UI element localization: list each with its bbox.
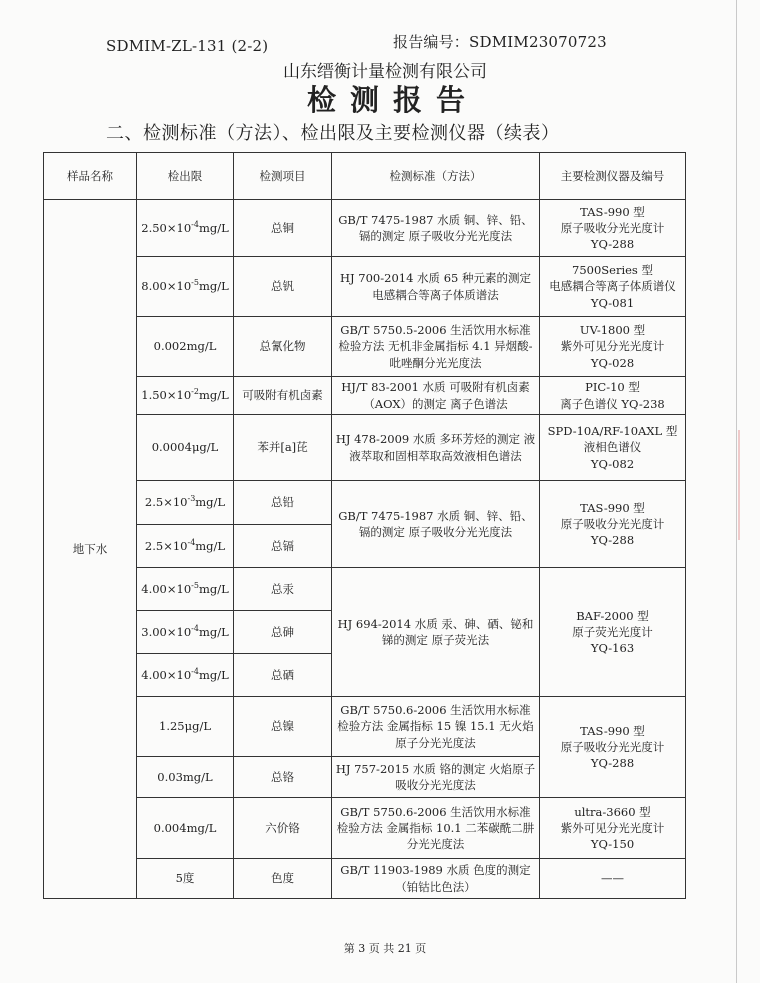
header-instrument: 主要检测仪器及编号	[540, 153, 686, 200]
limit-cell: $2.5\times 10^{-4}mg/L$	[137, 525, 234, 568]
item-cell: 总硒	[234, 654, 332, 697]
instrument-cell: TAS-990 型 原子吸收分光光度计 YQ-288	[540, 200, 686, 257]
table-row	[44, 415, 686, 481]
report-number: 报告编号：SDMIM23070723	[393, 33, 607, 51]
standard-cell: HJ 757-2015 水质 铬的测定 火焰原子吸收分光光度法	[332, 757, 540, 798]
limit-cell: $8.00\times 10^{-5}mg/L$	[137, 257, 234, 317]
instrument-cell: TAS-990 型 原子吸收分光光度计 YQ-288	[540, 481, 686, 568]
standard-cell: HJ 700-2014 水质 65 种元素的测定 电感耦合等离子体质谱法	[332, 257, 540, 317]
instrument-cell: ——	[540, 859, 686, 899]
table-row	[44, 317, 686, 377]
item-cell: 六价铬	[234, 798, 332, 859]
item-cell: 总镉	[234, 525, 332, 568]
standard-cell: HJ 478-2009 水质 多环芳烃的测定 液液萃取和固相萃取高效液相色谱法	[332, 415, 540, 481]
instrument-cell: UV-1800 型 紫外可见分光光度计 YQ-028	[540, 317, 686, 377]
table-row	[44, 697, 686, 757]
table-row	[44, 859, 686, 899]
limit-cell: 0.002mg/L	[137, 317, 234, 377]
item-cell: 总氰化物	[234, 317, 332, 377]
item-cell: 可吸附有机卤素	[234, 377, 332, 415]
section-title: 二、检测标准（方法）、检出限及主要检测仪器（续表）	[106, 123, 560, 144]
item-cell: 总铬	[234, 757, 332, 798]
standard-cell: GB/T 5750.5-2006 生活饮用水标准检验方法 无机非金属指标 4.1 异烟酸-吡唑酮分光光度法	[332, 317, 540, 377]
document-title: 检测报告	[306, 83, 479, 117]
standard-cell: HJ 694-2014 水质 汞、砷、硒、铋和锑的测定 原子荧光法	[332, 568, 540, 697]
table-header-row	[44, 153, 686, 200]
limit-cell: 0.03mg/L	[137, 757, 234, 798]
page-number: 第 3 页 共 21 页	[343, 942, 427, 955]
standard-cell: GB/T 5750.6-2006 生活饮用水标准检验方法 金属指标 15 镍 15.1 无火焰原子分光光度法	[332, 697, 540, 757]
table-row	[44, 798, 686, 859]
item-cell: 总铜	[234, 200, 332, 257]
table-row	[44, 568, 686, 611]
header-sample-name: 样品名称	[44, 153, 137, 200]
standard-cell: HJ/T 83-2001 水质 可吸附有机卤素（AOX）的测定 离子色谱法	[332, 377, 540, 415]
limit-cell: 5度	[137, 859, 234, 899]
limit-cell: $4.00\times 10^{-5}mg/L$	[137, 568, 234, 611]
header-test-item: 检测项目	[234, 153, 332, 200]
header-standard-method: 检测标准（方法）	[332, 153, 540, 200]
page-edge-line	[736, 0, 737, 983]
instrument-cell: 7500Series 型 电感耦合等离子体质谱仪 YQ-081	[540, 257, 686, 317]
limit-cell: $3.00\times 10^{-4}mg/L$	[137, 611, 234, 654]
standard-cell: GB/T 5750.6-2006 生活饮用水标准检验方法 金属指标 10.1 二苯碳酰二肼分光光度法	[332, 798, 540, 859]
item-cell: 总汞	[234, 568, 332, 611]
limit-cell: 0.004mg/L	[137, 798, 234, 859]
standard-cell: GB/T 7475-1987 水质 铜、锌、铅、镉的测定 原子吸收分光光度法	[332, 200, 540, 257]
limit-cell: 0.0004μg/L	[137, 415, 234, 481]
instrument-cell: ultra-3660 型 紫外可见分光光度计 YQ-150	[540, 798, 686, 859]
limit-cell: $2.50\times 10^{-4}mg/L$	[137, 200, 234, 257]
header-detection-limit: 检出限	[137, 153, 234, 200]
standard-cell: GB/T 11903-1989 水质 色度的测定（铂钴比色法）	[332, 859, 540, 899]
instrument-cell: SPD-10A/RF-10AXL 型 液相色谱仪 YQ-082	[540, 415, 686, 481]
instrument-cell: TAS-990 型 原子吸收分光光度计 YQ-288	[540, 697, 686, 798]
table-row	[44, 377, 686, 415]
table-row	[44, 200, 686, 257]
detection-standards-table	[43, 152, 686, 899]
table-row	[44, 481, 686, 525]
table-row	[44, 257, 686, 317]
item-cell: 色度	[234, 859, 332, 899]
limit-cell: $1.50\times 10^{-2}mg/L$	[137, 377, 234, 415]
instrument-cell: BAF-2000 型 原子荧光光度计 YQ-163	[540, 568, 686, 697]
company-name: 山东缙衡计量检测有限公司	[283, 62, 487, 82]
sample-name-cell: 地下水	[44, 200, 137, 899]
item-cell: 总砷	[234, 611, 332, 654]
limit-cell: $4.00\times 10^{-4}mg/L$	[137, 654, 234, 697]
item-cell: 苯并[a]芘	[234, 415, 332, 481]
standard-cell: GB/T 7475-1987 水质 铜、锌、铅、镉的测定 原子吸收分光光度法	[332, 481, 540, 568]
item-cell: 总铅	[234, 481, 332, 525]
limit-cell: 1.25μg/L	[137, 697, 234, 757]
item-cell: 总镍	[234, 697, 332, 757]
item-cell: 总钒	[234, 257, 332, 317]
document-code: SDMIM-ZL-131 (2-2)	[106, 37, 269, 55]
limit-cell: $2.5\times 10^{-3}mg/L$	[137, 481, 234, 525]
seal-stamp-edge	[738, 430, 754, 540]
instrument-cell: PIC-10 型 离子色谱仪 YQ-238	[540, 377, 686, 415]
